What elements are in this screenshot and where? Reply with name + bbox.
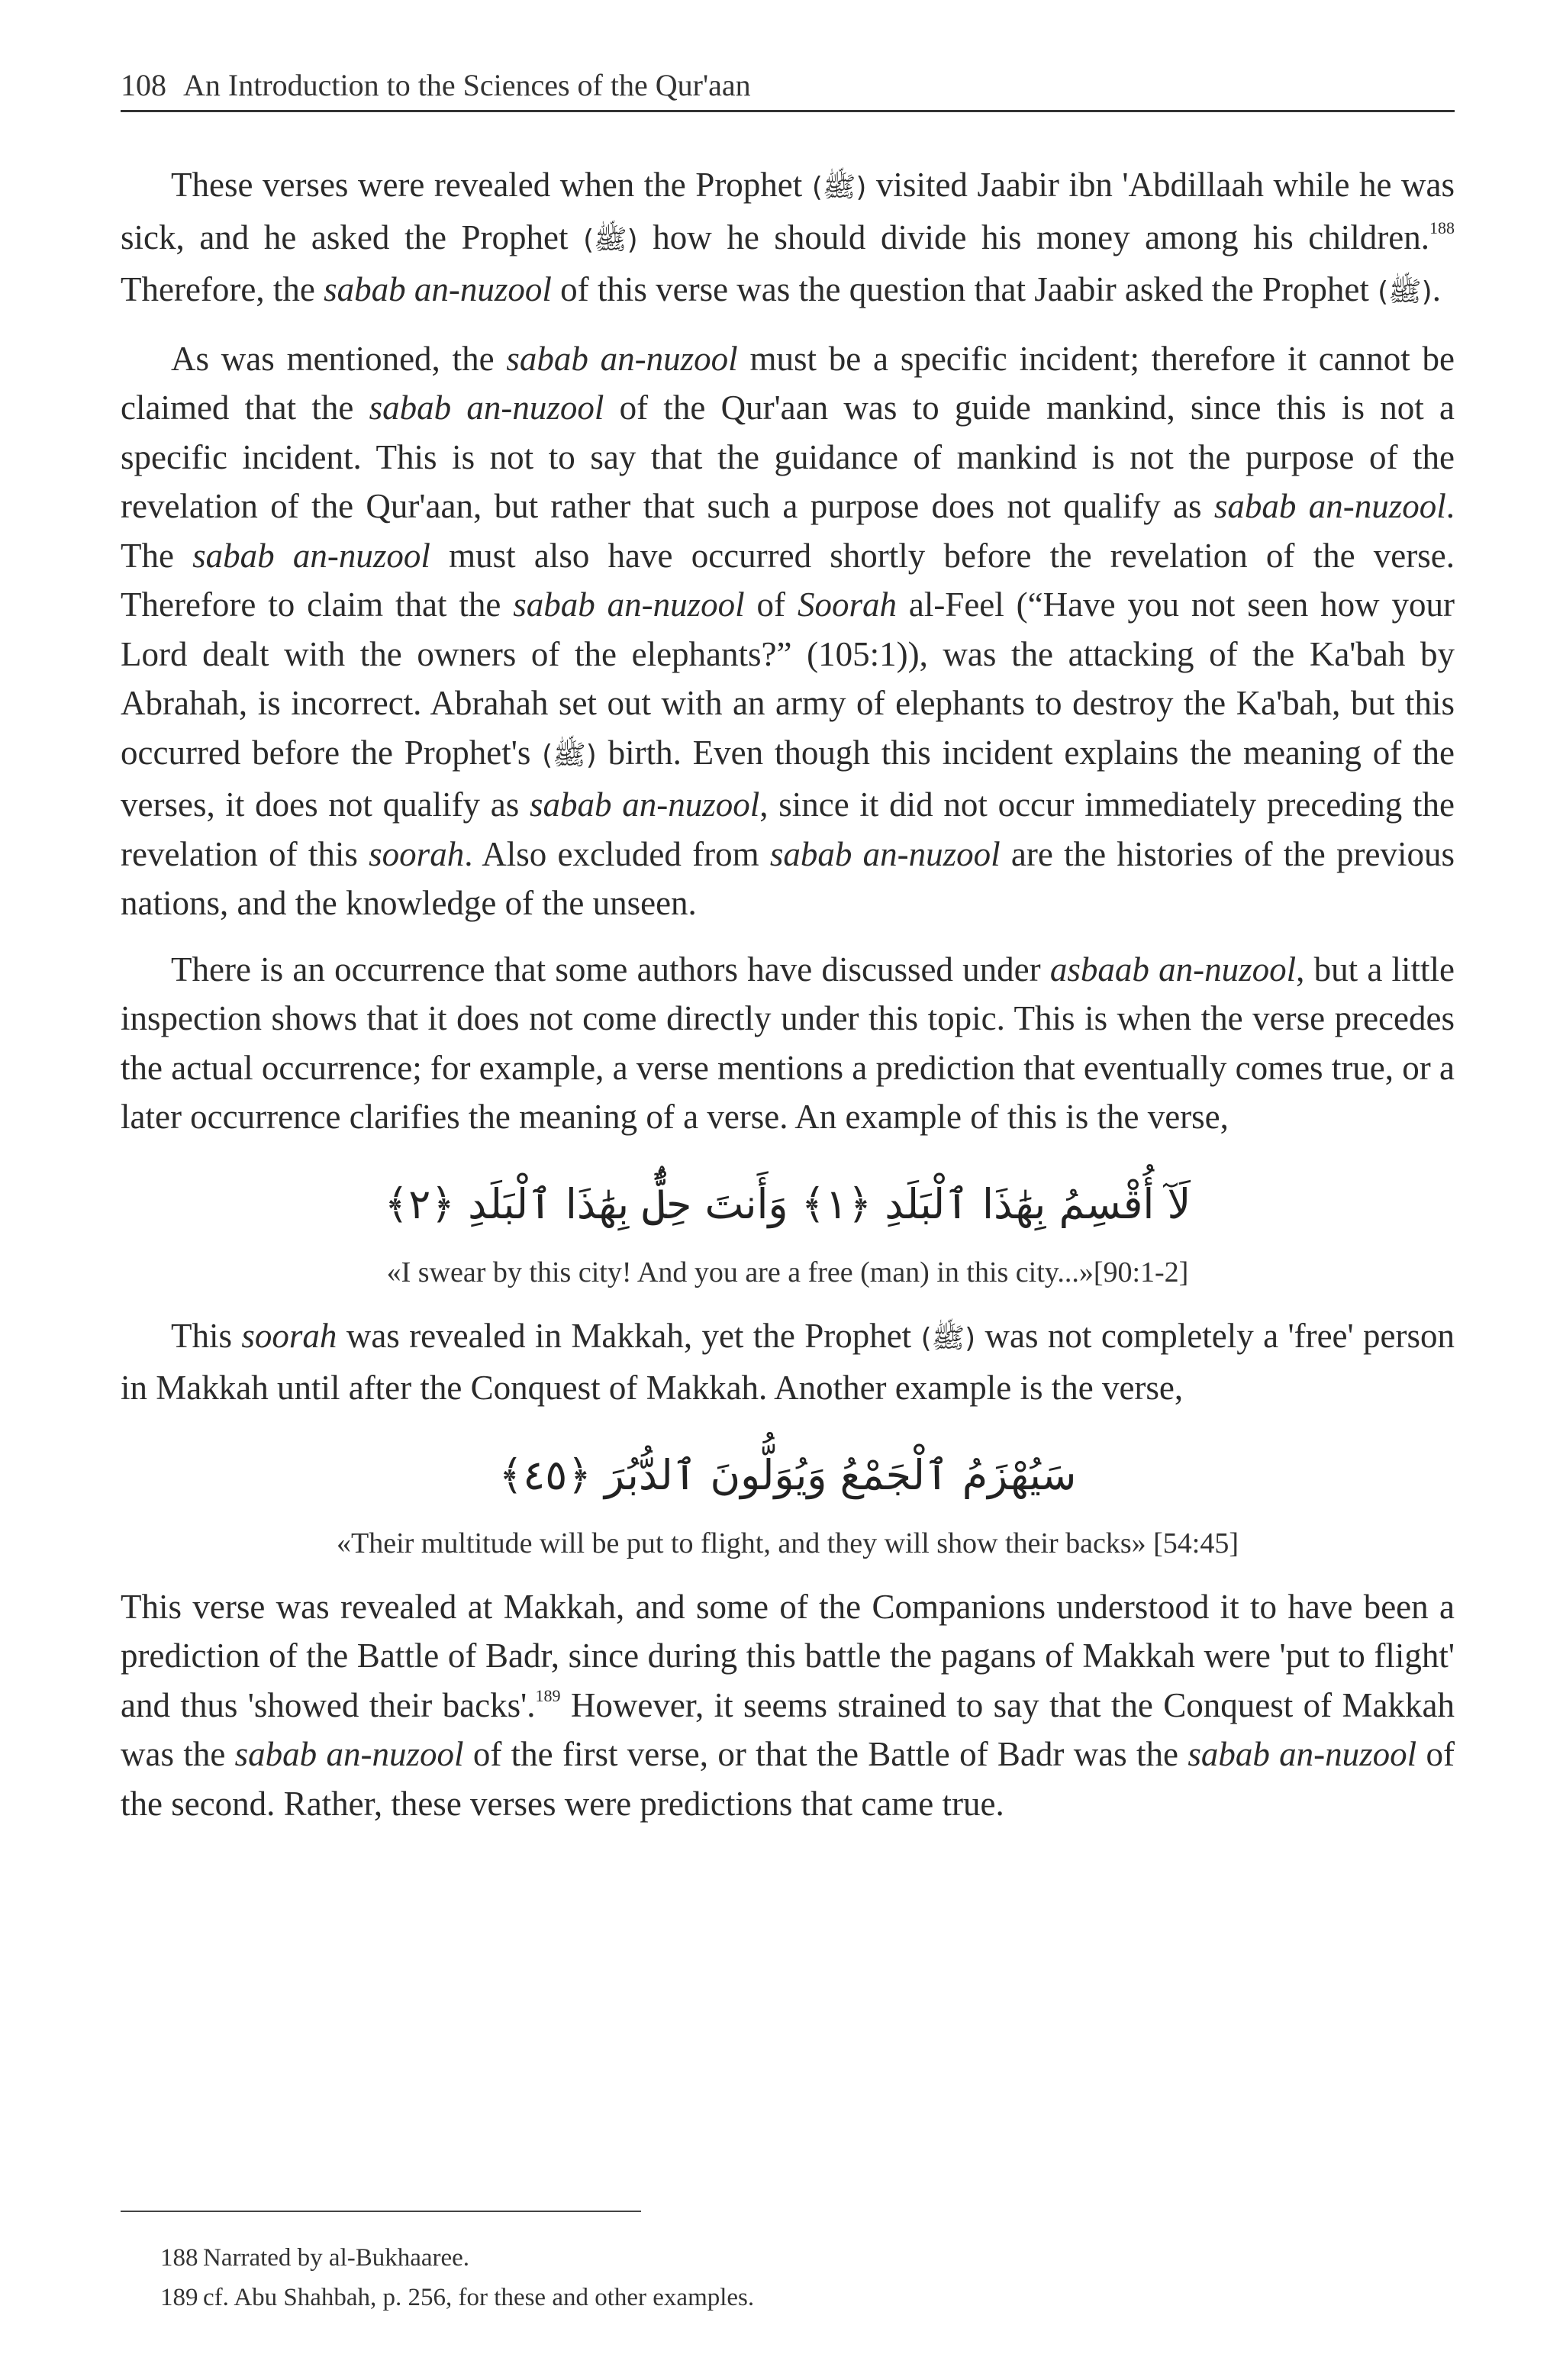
footnote-ref-189[interactable]: 189 (535, 1685, 561, 1705)
italic-term: sabab an-nuzool (1213, 487, 1446, 525)
text-run: visited Jaabir ibn 'Abdillaah while he was sick, and he asked the Prophet (121, 166, 1455, 256)
footnote-ref-188[interactable]: 188 (1429, 218, 1455, 237)
salutation-icon: (ﷺ) (542, 739, 597, 771)
footnote-divider (121, 2211, 641, 2212)
text-run: of the Qur'aan was to guide mankind, since this is not a specific incident. This is not to say that the guidance of mankind is not the purpose of the revelation of the Qur'aan, but rather that such a purpose does not qualify as (121, 389, 1455, 525)
text-run: Therefore, the (121, 270, 324, 308)
arabic-verse-90-1-2: لَآ أُقْسِمُ بِهَٰذَا ٱلْبَلَدِ ﴿١﴾ وَأَنتَ حِلٌّۢ بِهَٰذَا ٱلْبَلَدِ ﴿٢﴾ (384, 1179, 1191, 1228)
text-run: was not completely a 'free' person in Makkah until after the Conquest of Makkah. Another example is the verse, (121, 1316, 1455, 1407)
text-run: However, it seems strained to say that the Conquest of Makkah was the (121, 1685, 1455, 1773)
page-number: 108 (121, 68, 166, 102)
text-run: As was mentioned, the (171, 339, 507, 378)
text-run: of this verse was the question that Jaabir asked the Prophet (551, 270, 1378, 308)
italic-term: soorah (241, 1316, 337, 1355)
text-run: birth. Even though this incident explains the meaning of the verses, it does not qualify as (121, 733, 1455, 824)
italic-term: sabab an-nuzool (369, 389, 604, 427)
text-run: , but a little inspection shows that it does not come directly under this topic. This is when the verse precedes the actual occurrence; for example, a verse mentions a prediction that eventually comes true, or a later occurrence clarifies the meaning of a verse. An example of this is the verse, (121, 950, 1455, 1136)
text-run: . (1432, 270, 1441, 308)
salutation-icon: (ﷺ) (811, 172, 867, 203)
text-run: al-Feel (“Have you not seen how your Lord dealt with the owners of the elephants?” (105:1)), was the attacking of the Ka'bah by Abrahah, is incorrect. Abrahah set out with an army of elephants to destroy the Ka'bah, but this occurred before the Prophet's (121, 585, 1455, 772)
text-run: are the histories of the previous nations, and the knowledge of the unseen. (121, 834, 1455, 922)
body-text (121, 160, 1455, 1845)
italic-term: sabab an-nuzool (530, 785, 760, 824)
text-run: . The (121, 487, 1455, 575)
italic-term: Soorah (797, 585, 897, 624)
italic-term: sabab an-nuzool (506, 339, 738, 378)
text-run: must be a specific incident; therefore it cannot be claimed that the (121, 339, 1455, 427)
text-run: This verse was revealed at Makkah, and some of the Companions understood it to have been a prediction of the Battle of Badr, since during this battle the pagans of Makkah were 'put to flight' and thus 'showed their backs'. (121, 1587, 1455, 1724)
italic-term: sabab an-nuzool (769, 834, 1001, 873)
paragraph-2 (121, 334, 1455, 928)
text-run: There is an occurrence that some authors have discussed under (171, 950, 1050, 988)
footnote-number: 188 (160, 2244, 198, 2272)
italic-term: soorah (369, 834, 465, 873)
italic-term: sabab an-nuzool (1188, 1735, 1417, 1773)
footnote-189 (160, 2278, 1381, 2317)
footnote-text: Narrated by al-Bukhaaree. (203, 2244, 470, 2272)
verse-translation-54-45: «Their multitude will be put to flight, and they will show their backs» [54:45] (336, 1527, 1239, 1559)
footnotes (160, 2238, 1381, 2317)
footnote-text: cf. Abu Shahbah, p. 256, for these and other examples. (203, 2284, 755, 2311)
italic-term: asbaab an-nuzool (1049, 950, 1297, 988)
text-run: must also have occurred shortly before the revelation of the verse. Therefore to claim that the (121, 536, 1455, 624)
arabic-verse-54-45: سَيُهْزَمُ ٱلْجَمْعُ وَيُوَلُّونَ ٱلدُّبُرَ ﴿٤٥﴾ (498, 1450, 1077, 1499)
paragraph-4 (121, 1311, 1455, 1413)
text-run: . Also excluded from (464, 834, 770, 873)
running-title: An Introduction to the Sciences of the Qur'aan (183, 68, 751, 102)
running-header (121, 64, 1455, 112)
text-run: was revealed in Makkah, yet the Prophet (337, 1316, 921, 1355)
italic-term: sabab an-nuzool (324, 270, 552, 308)
verse-translation-90-1-2: «I swear by this city! And you are a free (man) in this city...»[90:1-2] (386, 1256, 1189, 1288)
text-run: how he should divide his money among his children. (637, 218, 1429, 256)
italic-term: sabab an-nuzool (513, 585, 745, 624)
italic-term: sabab an-nuzool (192, 536, 430, 575)
salutation-icon: (ﷺ) (920, 1322, 976, 1354)
paragraph-1 (121, 160, 1455, 318)
salutation-icon: (ﷺ) (1378, 276, 1432, 308)
salutation-icon: (ﷺ) (583, 224, 638, 256)
text-run: of (744, 585, 798, 624)
footnote-188 (160, 2238, 1381, 2278)
paragraph-3 (121, 945, 1455, 1142)
text-run: This (171, 1316, 242, 1355)
text-run: of the second. Rather, these verses were predictions that came true. (121, 1735, 1455, 1823)
italic-term: sabab an-nuzool (234, 1735, 464, 1773)
footnote-number: 189 (160, 2284, 198, 2311)
paragraph-5 (121, 1582, 1455, 1829)
text-run: These verses were revealed when the Prophet (171, 166, 812, 204)
text-run: of the first verse, or that the Battle of Badr was the (463, 1735, 1188, 1773)
text-run: , since it did not occur immediately preceding the revelation of this (121, 785, 1455, 873)
